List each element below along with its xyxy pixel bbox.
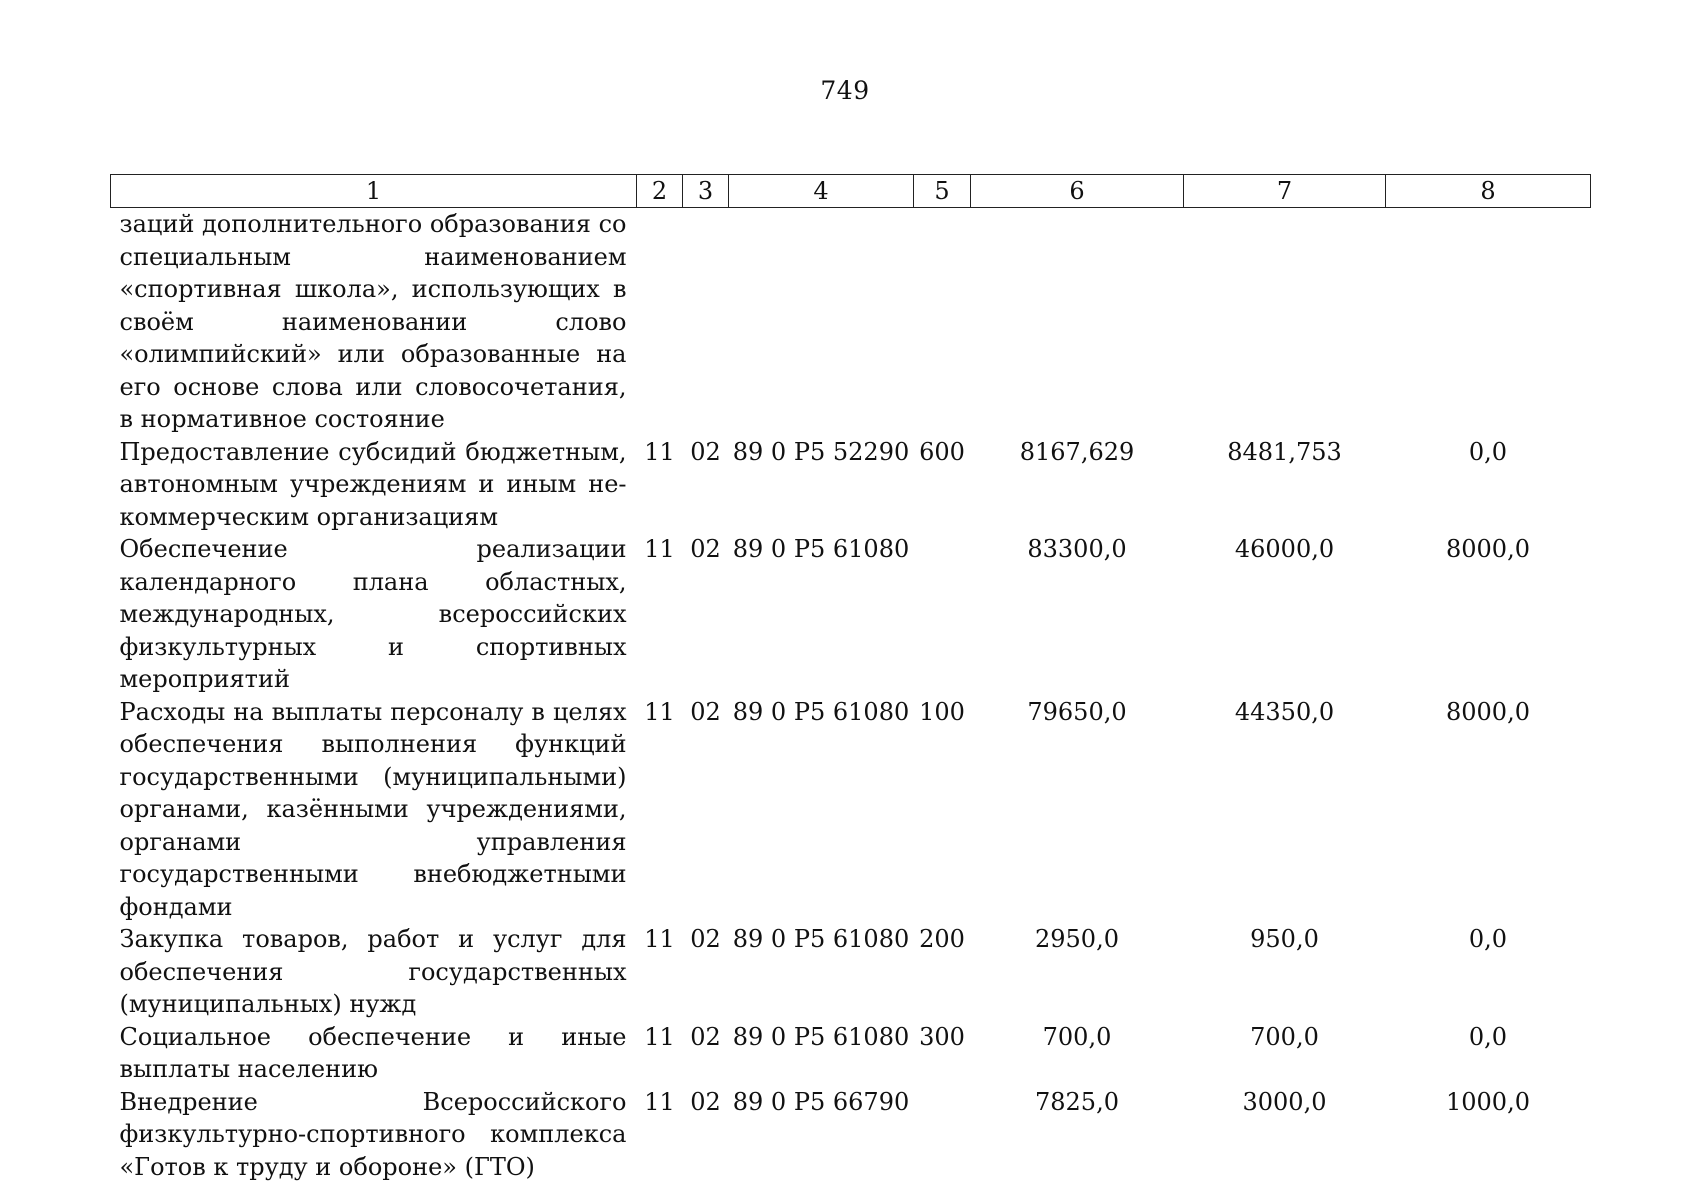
- row-name: Обеспечение реализации календарного плана областных, международных, всероссийских физкультурных и спортивных мероприятий: [119, 535, 627, 693]
- amount-col-6: 700,0: [1042, 1022, 1112, 1051]
- target-article-code: 89 0 P5 61080: [732, 925, 910, 953]
- subsection-code: 02: [690, 437, 721, 466]
- amount-col-7: 44350,0: [1234, 697, 1335, 726]
- section-code: 11: [644, 697, 675, 726]
- table-row: [111, 1021, 1591, 1086]
- amount-col-7: 700,0: [1250, 1022, 1319, 1051]
- amount-col-6: 7825,0: [1035, 1087, 1119, 1116]
- amount-col-7: 950,0: [1250, 925, 1319, 953]
- subsection-code: 02: [690, 1022, 721, 1051]
- row-name: Закупка товаров, работ и услуг для обеспечения государственных (муниципальных) нужд: [119, 925, 627, 1018]
- amount-col-8: 0,0: [1468, 925, 1508, 953]
- expense-type-code: [914, 533, 971, 696]
- amount-col-7: 3000,0: [1242, 1087, 1327, 1116]
- amount-col-6: [971, 208, 1184, 436]
- expense-type-code: [914, 1086, 971, 1184]
- amount-col-8: 0,0: [1468, 437, 1508, 466]
- subsection-code: 02: [690, 1087, 721, 1116]
- target-article-code: 89 0 P5 61080: [732, 535, 910, 563]
- column-header-1: 1: [111, 175, 637, 208]
- target-article-code: 89 0 P5 52290: [732, 437, 910, 466]
- column-header-5: 5: [914, 175, 971, 208]
- target-article-code: 89 0 P5 66790: [732, 1087, 910, 1116]
- amount-col-8: 8000,0: [1446, 535, 1530, 563]
- row-name: Расходы на выплаты персоналу в целях обеспечения выполнения функций государственными (муниципальными) органами, казёнными учреждениями, органами управления государственными внебюджетными фондами: [119, 697, 627, 921]
- amount-col-6: 8167,629: [1019, 437, 1135, 466]
- expense-type-code: 300: [919, 1022, 965, 1051]
- row-name: заций дополнительного образования со специальным наименованием «спортивная школа», использующих в своём наименовании слово «олимпийский» или образованные на его основе слова или словосочетания, в нормативное состояние: [119, 210, 627, 433]
- column-header-3: 3: [683, 175, 729, 208]
- header-row: [111, 175, 1591, 208]
- expense-type-code: 100: [919, 697, 965, 726]
- table-row: [111, 533, 1591, 696]
- expense-type-code: [914, 208, 971, 436]
- section-code: 11: [644, 535, 675, 563]
- section-code: 11: [644, 925, 675, 953]
- column-header-6: 6: [971, 175, 1184, 208]
- row-name: Социальное обеспечение и иные выплаты населению: [119, 1022, 627, 1083]
- target-article-code: 89 0 P5 61080: [732, 697, 910, 726]
- target-article-code: [729, 208, 914, 436]
- amount-col-8: 0,0: [1468, 1022, 1508, 1051]
- amount-col-7: [1184, 208, 1386, 436]
- amount-col-8: 8000,0: [1446, 697, 1530, 726]
- column-header-8: 8: [1386, 175, 1591, 208]
- section-code: 11: [644, 1087, 675, 1116]
- subsection-code: [683, 208, 729, 436]
- column-header-2: 2: [637, 175, 683, 208]
- section-code: 11: [644, 1022, 675, 1051]
- page-number: 749: [820, 76, 870, 105]
- subsection-code: 02: [690, 925, 721, 953]
- section-code: [637, 208, 683, 436]
- table-row: [111, 923, 1591, 1021]
- amount-col-7: 8481,753: [1227, 437, 1342, 466]
- table-row: [111, 696, 1591, 924]
- budget-table: [110, 174, 1591, 1183]
- expense-type-code: 200: [919, 925, 965, 953]
- amount-col-8: 1000,0: [1446, 1087, 1530, 1116]
- column-header-7: 7: [1184, 175, 1386, 208]
- amount-col-6: 79650,0: [1027, 697, 1127, 726]
- expense-type-code: 600: [919, 437, 965, 466]
- table-body: [111, 208, 1591, 1184]
- section-code: 11: [644, 437, 675, 466]
- table-row: [111, 1086, 1591, 1184]
- row-name: Внедрение Всероссийского физкультурно-спортивного комплекса «Готов к труду и обороне» (ГТО): [119, 1087, 627, 1181]
- amount-col-8: [1386, 208, 1591, 436]
- amount-col-6: 2950,0: [1035, 925, 1119, 953]
- table-header: [111, 175, 1591, 208]
- table-row: [111, 436, 1591, 534]
- column-header-4: 4: [729, 175, 914, 208]
- amount-col-6: 83300,0: [1027, 535, 1127, 563]
- row-name: Предоставление субсидий бюджетным, автономным учреждениям и иным некоммерческим организациям: [119, 437, 627, 531]
- amount-col-7: 46000,0: [1234, 535, 1335, 563]
- target-article-code: 89 0 P5 61080: [732, 1022, 910, 1051]
- subsection-code: 02: [690, 535, 721, 563]
- subsection-code: 02: [690, 697, 721, 726]
- table-row: [111, 208, 1591, 436]
